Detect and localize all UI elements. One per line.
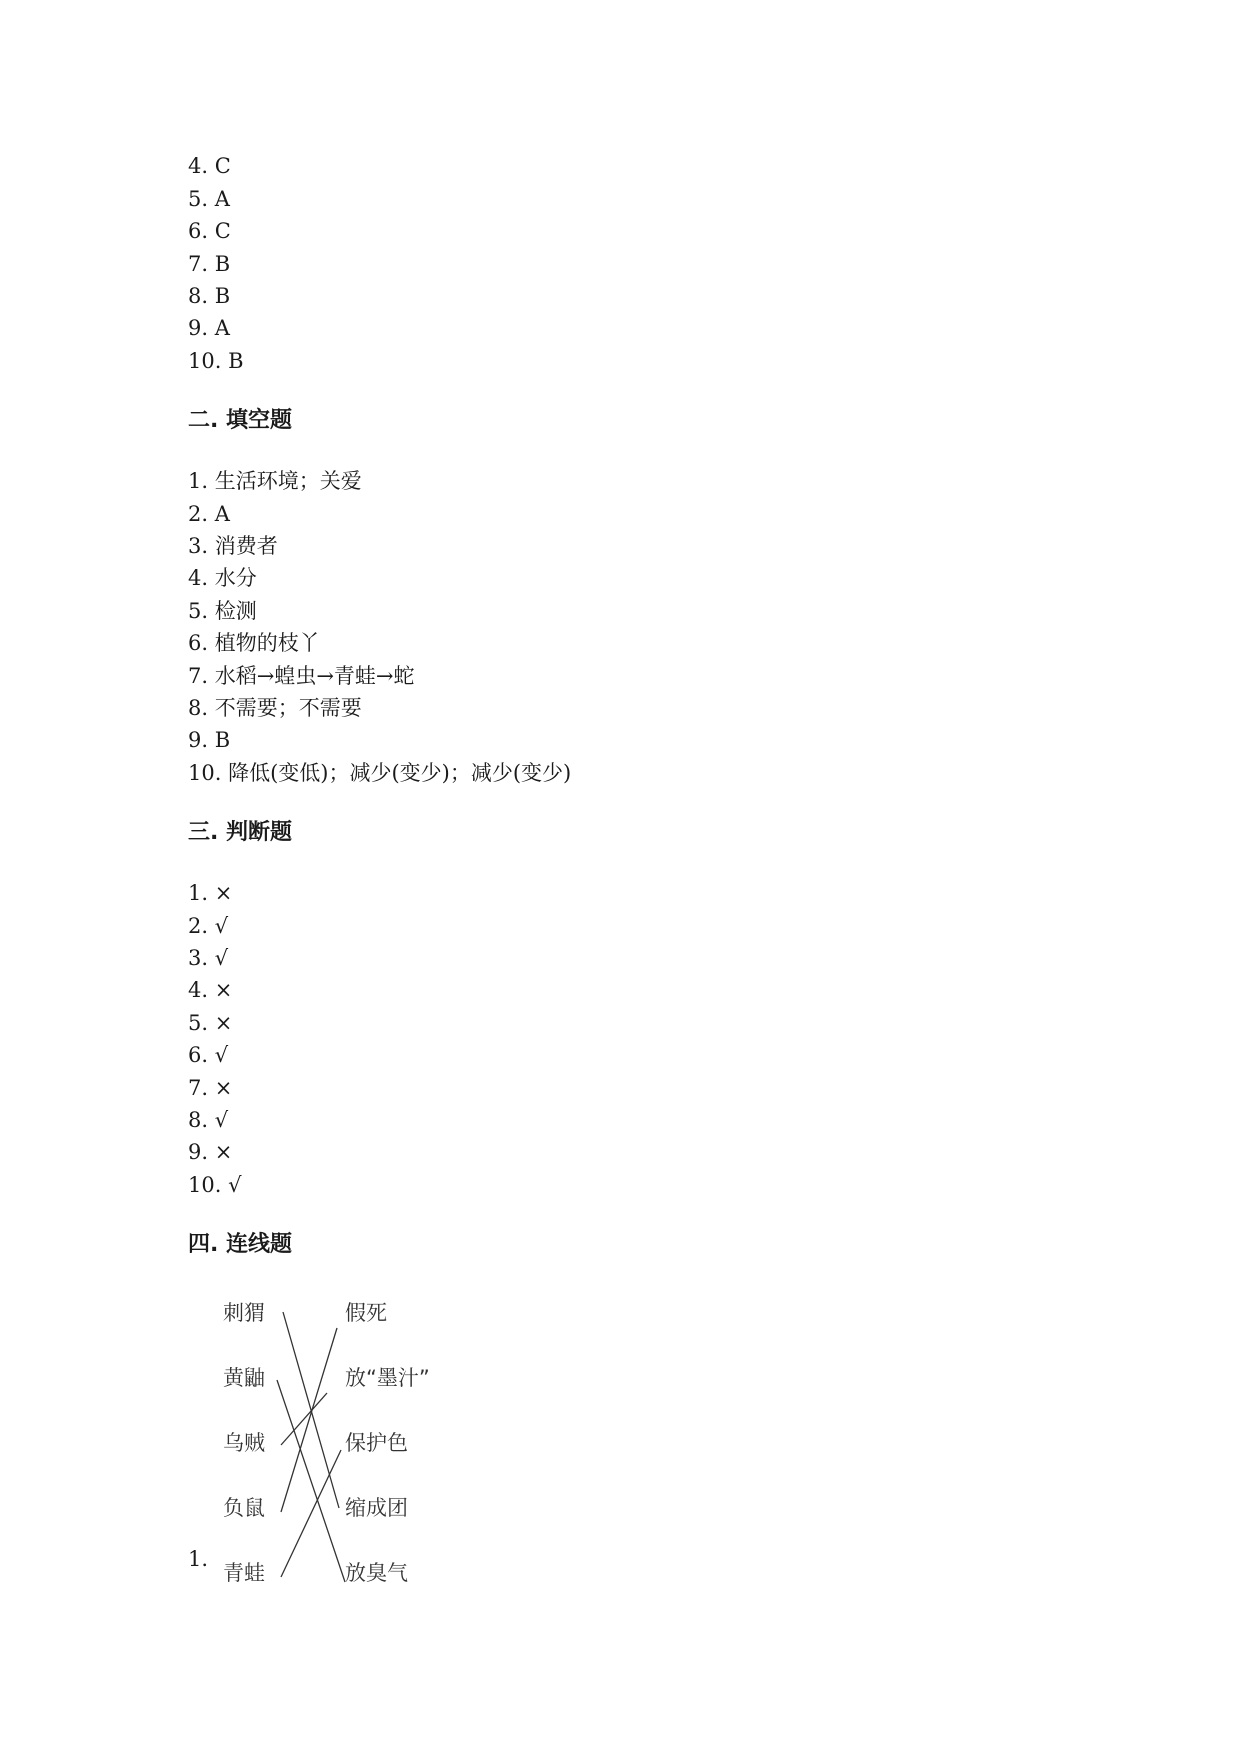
fill-answer-1: 1. 生活环境；关爱 — [188, 469, 362, 493]
left-item-squid: 乌贼 — [223, 1431, 265, 1455]
judge-answer-5: 5. × — [188, 1011, 233, 1035]
fill-answer-2: 2. A — [188, 502, 230, 526]
right-item-release-odor: 放臭气 — [345, 1561, 408, 1585]
section-4-heading: 四. 连线题 — [188, 1232, 293, 1257]
left-item-frog: 青蛙 — [223, 1561, 265, 1585]
judge-answer-2: 2. √ — [188, 914, 229, 938]
matching-diagram — [205, 1290, 465, 1605]
match-line-opossum-play-dead — [281, 1328, 337, 1512]
fill-answer-9: 9. B — [188, 728, 231, 752]
judge-answer-6: 6. √ — [188, 1043, 229, 1067]
judge-answer-3: 3. √ — [188, 946, 229, 970]
judge-answer-9: 9. × — [188, 1140, 233, 1164]
choice-answer-4: 4. C — [188, 154, 231, 178]
fill-answer-5: 5. 检测 — [188, 599, 257, 623]
judge-answer-1: 1. × — [188, 881, 233, 905]
fill-answer-10: 10. 降低(变低)；减少(变少)；减少(变少) — [188, 761, 572, 785]
fill-answer-3: 3. 消费者 — [188, 534, 278, 558]
choice-answer-9: 9. A — [188, 316, 230, 340]
judge-answer-10: 10. √ — [188, 1173, 242, 1197]
choice-answer-5: 5. A — [188, 187, 230, 211]
right-item-camouflage: 保护色 — [345, 1431, 408, 1455]
judge-answer-8: 8. √ — [188, 1108, 229, 1132]
choice-answer-7: 7. B — [188, 252, 231, 276]
choice-answer-8: 8. B — [188, 284, 231, 308]
left-item-hedgehog: 刺猬 — [223, 1301, 265, 1325]
fill-answer-8: 8. 不需要；不需要 — [188, 696, 362, 720]
left-item-weasel: 黄鼬 — [223, 1366, 265, 1390]
match-line-frog-camouflage — [281, 1450, 341, 1577]
judge-answer-7: 7. × — [188, 1076, 233, 1100]
section-3-heading: 三. 判断题 — [188, 820, 293, 845]
fill-answer-4: 4. 水分 — [188, 566, 257, 590]
choice-answer-6: 6. C — [188, 219, 231, 243]
fill-answer-7: 7. 水稻→蝗虫→青蛙→蛇 — [188, 664, 415, 688]
section-2-heading: 二. 填空题 — [188, 408, 293, 433]
match-item-number: 1. — [188, 1547, 209, 1571]
right-item-play-dead: 假死 — [345, 1301, 387, 1325]
right-item-curl-up: 缩成团 — [345, 1496, 408, 1520]
fill-answer-6: 6. 植物的枝丫 — [188, 631, 320, 655]
left-item-opossum: 负鼠 — [223, 1496, 265, 1520]
right-item-release-ink: 放“墨汁” — [345, 1366, 430, 1390]
choice-answer-10: 10. B — [188, 349, 244, 373]
judge-answer-4: 4. × — [188, 978, 233, 1002]
